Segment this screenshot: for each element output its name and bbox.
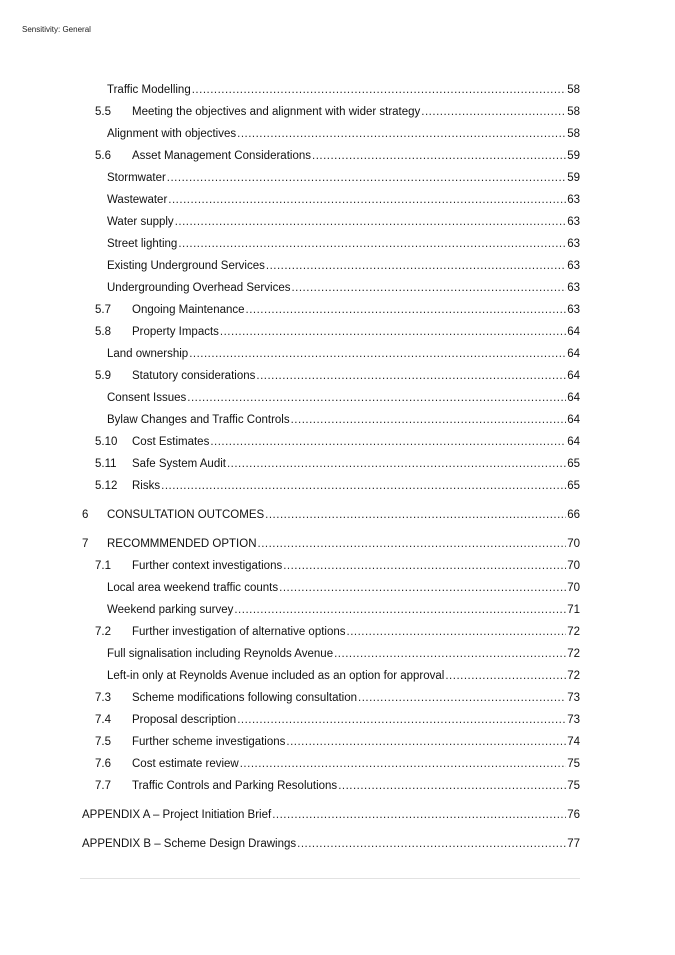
toc-entry-number: 5.11 <box>95 458 117 470</box>
toc-entry-title: Further investigation of alternative options <box>132 626 346 638</box>
toc-entry-title: Land ownership <box>107 348 189 360</box>
toc-dot-leader <box>297 837 566 851</box>
toc-dot-leader <box>175 215 567 229</box>
toc-dot-leader <box>291 281 566 295</box>
toc-entry-page: 72 <box>567 626 580 638</box>
toc-entry-title: APPENDIX A – Project Initiation Brief <box>82 809 272 821</box>
toc-entry-title: Street lighting <box>107 238 178 250</box>
toc-entry-number: 7.1 <box>95 560 111 572</box>
toc-entry-page: 64 <box>567 326 580 338</box>
toc-entry-title: Existing Underground Services <box>107 260 265 272</box>
toc-entry[interactable] <box>107 347 580 361</box>
toc-dot-leader <box>283 559 566 573</box>
toc-entry-page: 64 <box>567 348 580 360</box>
toc-dot-leader <box>192 83 566 97</box>
toc-entry[interactable] <box>95 691 580 705</box>
toc-entry-number: 5.9 <box>95 370 111 382</box>
toc-entry[interactable] <box>95 457 580 471</box>
toc-entry-page: 75 <box>567 758 580 770</box>
toc-entry-page: 59 <box>567 172 580 184</box>
toc-dot-leader <box>291 413 567 427</box>
toc-entry-page: 74 <box>567 736 580 748</box>
toc-dot-leader <box>167 171 566 185</box>
toc-dot-leader <box>161 479 566 493</box>
toc-entry-title: Further scheme investigations <box>132 736 286 748</box>
toc-entry-page: 58 <box>567 128 580 140</box>
toc-dot-leader <box>256 369 566 383</box>
toc-entry-title: Proposal description <box>132 714 237 726</box>
toc-entry-page: 72 <box>567 670 580 682</box>
toc-entry-title: CONSULTATION OUTCOMES <box>107 509 265 521</box>
toc-entry-page: 63 <box>567 238 580 250</box>
toc-entry[interactable] <box>107 281 580 295</box>
toc-entry[interactable] <box>107 127 580 141</box>
toc-dot-leader <box>445 669 566 683</box>
toc-entry-page: 63 <box>567 304 580 316</box>
toc-entry-page: 65 <box>567 458 580 470</box>
toc-dot-leader <box>220 325 566 339</box>
toc-entry-number: 5.7 <box>95 304 111 316</box>
toc-dot-leader <box>334 647 566 661</box>
toc-dot-leader <box>234 603 566 617</box>
toc-entry[interactable] <box>82 808 580 822</box>
toc-dot-leader <box>189 347 566 361</box>
toc-entry-page: 76 <box>567 809 580 821</box>
toc-entry-page: 70 <box>567 582 580 594</box>
toc-entry-page: 64 <box>567 436 580 448</box>
toc-entry-page: 70 <box>567 560 580 572</box>
toc-entry-title: Meeting the objectives and alignment with wider strategy <box>132 106 421 118</box>
toc-entry[interactable] <box>95 625 580 639</box>
toc-entry[interactable] <box>95 559 580 573</box>
toc-entry[interactable] <box>82 837 580 851</box>
toc-entry[interactable] <box>82 537 580 551</box>
toc-entry-number: 7 <box>82 538 89 550</box>
toc-entry-title: Undergrounding Overhead Services <box>107 282 291 294</box>
toc-entry-number: 5.8 <box>95 326 111 338</box>
toc-entry-title: Risks <box>132 480 161 492</box>
toc-entry-title: Full signalisation including Reynolds Avenue <box>107 648 334 660</box>
toc-dot-leader <box>227 457 566 471</box>
toc-entry-title: Further context investigations <box>132 560 283 572</box>
toc-entry[interactable] <box>95 435 580 449</box>
toc-entry[interactable] <box>95 713 580 727</box>
toc-entry-title: Property Impacts <box>132 326 219 338</box>
toc-entry[interactable] <box>107 193 580 207</box>
toc-entry-page: 65 <box>567 480 580 492</box>
toc-entry-page: 70 <box>567 538 580 550</box>
toc-dot-leader <box>265 508 566 522</box>
toc-dot-leader <box>286 735 566 749</box>
toc-entry-number: 5.6 <box>95 150 111 162</box>
toc-entry-page: 63 <box>567 216 580 228</box>
toc-entry-title: Bylaw Changes and Traffic Controls <box>107 414 290 426</box>
toc-entry[interactable] <box>95 105 580 119</box>
toc-entry[interactable] <box>107 669 580 683</box>
toc-entry[interactable] <box>95 779 580 793</box>
toc-entry-title: Consent Issues <box>107 392 187 404</box>
toc-entry[interactable] <box>95 735 580 749</box>
toc-entry-title: Asset Management Considerations <box>132 150 311 162</box>
toc-entry-title: Safe System Audit <box>132 458 226 470</box>
toc-entry-title: Local area weekend traffic counts <box>107 582 279 594</box>
toc-entry-number: 7.5 <box>95 736 111 748</box>
footer-divider <box>80 878 580 879</box>
toc-entry-title: Weekend parking survey <box>107 604 234 616</box>
toc-entry-page: 64 <box>567 414 580 426</box>
toc-dot-leader <box>266 259 566 273</box>
toc-entry[interactable] <box>107 391 580 405</box>
toc-entry-title: Cost Estimates <box>132 436 210 448</box>
toc-entry-number: 6 <box>82 509 89 521</box>
toc-entry-page: 63 <box>567 260 580 272</box>
toc-entry-number: 7.7 <box>95 780 111 792</box>
toc-dot-leader <box>421 105 566 119</box>
toc-entry-number: 7.6 <box>95 758 111 770</box>
toc-dot-leader <box>237 713 566 727</box>
toc-entry-title: Water supply <box>107 216 174 228</box>
toc-entry-number: 7.3 <box>95 692 111 704</box>
toc-dot-leader <box>338 779 566 793</box>
toc-entry-page: 72 <box>567 648 580 660</box>
toc-entry-page: 73 <box>567 692 580 704</box>
toc-entry-page: 75 <box>567 780 580 792</box>
toc-entry[interactable] <box>107 581 580 595</box>
toc-entry-title: Scheme modifications following consultation <box>132 692 358 704</box>
toc-dot-leader <box>210 435 566 449</box>
toc-entry[interactable] <box>107 215 580 229</box>
toc-entry-title: Traffic Controls and Parking Resolutions <box>132 780 338 792</box>
toc-entry[interactable] <box>95 757 580 771</box>
toc-entry-number: 7.4 <box>95 714 111 726</box>
toc-entry[interactable] <box>95 479 580 493</box>
toc-entry-page: 63 <box>567 282 580 294</box>
toc-dot-leader <box>279 581 566 595</box>
toc-entry-title: APPENDIX B – Scheme Design Drawings <box>82 838 297 850</box>
toc-entry[interactable] <box>107 171 580 185</box>
toc-entry-title: Left-in only at Reynolds Avenue included as an option for approval <box>107 670 445 682</box>
toc-entry-page: 63 <box>567 194 580 206</box>
toc-dot-leader <box>178 237 566 251</box>
toc-entry-page: 77 <box>567 838 580 850</box>
sensitivity-label: Sensitivity: General <box>22 25 91 34</box>
toc-entry-title: Cost estimate review <box>132 758 239 770</box>
toc-entry-page: 64 <box>567 370 580 382</box>
toc-entry[interactable] <box>82 508 580 522</box>
toc-entry[interactable] <box>95 325 580 339</box>
toc-entry-number: 5.5 <box>95 106 111 118</box>
toc-entry[interactable] <box>107 237 580 251</box>
toc-entry-title: Stormwater <box>107 172 166 184</box>
toc-entry-page: 64 <box>567 392 580 404</box>
toc-entry[interactable] <box>95 149 580 163</box>
toc-entry-title: Alignment with objectives <box>107 128 237 140</box>
toc-dot-leader <box>312 149 566 163</box>
toc-entry-page: 59 <box>567 150 580 162</box>
toc-entry[interactable] <box>107 413 580 427</box>
toc-entry[interactable] <box>107 603 580 617</box>
toc-entry-number: 5.12 <box>95 480 118 492</box>
toc-entry[interactable] <box>107 83 580 97</box>
toc-entry-title: Traffic Modelling <box>107 84 191 96</box>
toc-dot-leader <box>187 391 566 405</box>
toc-entry-title: Ongoing Maintenance <box>132 304 245 316</box>
toc-dot-leader <box>358 691 566 705</box>
toc-entry-page: 66 <box>567 509 580 521</box>
toc-dot-leader <box>168 193 566 207</box>
toc-dot-leader <box>272 808 566 822</box>
toc-entry[interactable] <box>95 303 580 317</box>
toc-entry-title: Statutory considerations <box>132 370 256 382</box>
toc-entry-page: 71 <box>567 604 580 616</box>
toc-entry-title: Wastewater <box>107 194 168 206</box>
toc-dot-leader <box>240 757 566 771</box>
toc-dot-leader <box>237 127 566 141</box>
toc-dot-leader <box>347 625 567 639</box>
toc-dot-leader <box>246 303 567 317</box>
toc-dot-leader <box>258 537 567 551</box>
toc-entry-number: 5.10 <box>95 436 118 448</box>
toc-entry[interactable] <box>107 259 580 273</box>
toc-entry-number: 7.2 <box>95 626 111 638</box>
toc-entry-page: 73 <box>567 714 580 726</box>
toc-entry-page: 58 <box>567 84 580 96</box>
toc-entry-page: 58 <box>567 106 580 118</box>
toc-entry[interactable] <box>95 369 580 383</box>
toc-entry[interactable] <box>107 647 580 661</box>
toc-entry-title: RECOMMMENDED OPTION <box>107 538 257 550</box>
